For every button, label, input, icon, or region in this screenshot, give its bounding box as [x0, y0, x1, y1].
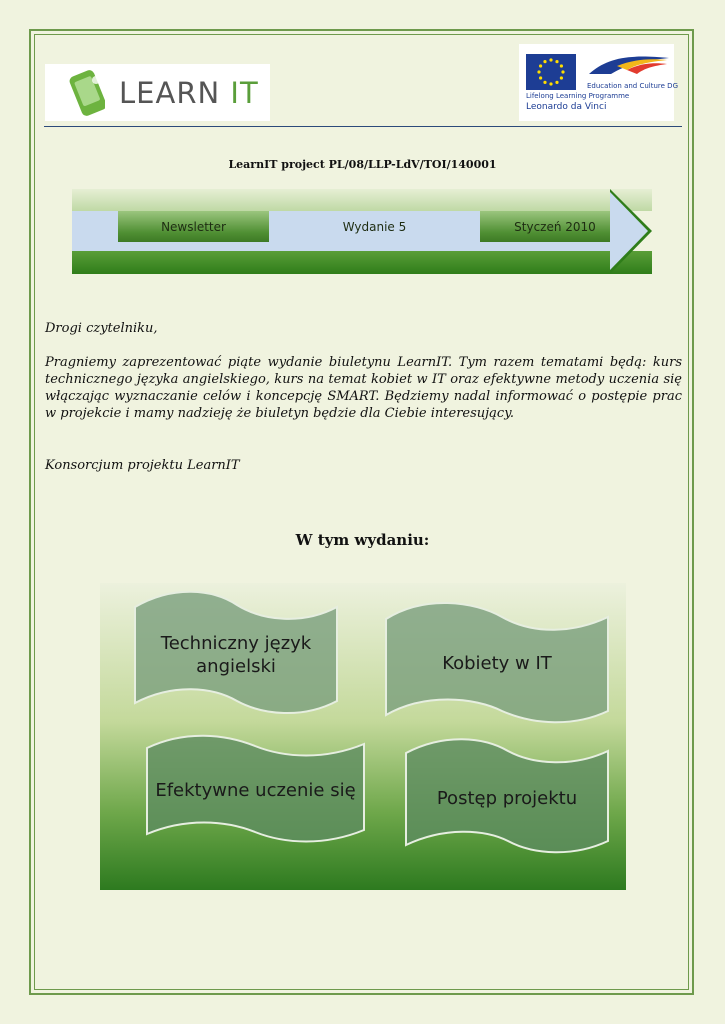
project-id: LearnIT project PL/08/LLP-LdV/TOI/140001	[228, 158, 497, 171]
learnit-logo	[45, 64, 270, 121]
signature: Konsorcjum projektu LearnIT	[45, 458, 240, 473]
issue-label: Wydanie 5	[342, 219, 407, 234]
llp-line2: Leonardo da Vinci	[526, 102, 607, 112]
intro-paragraph: Pragniemy zaprezentować piąte wydanie biuletynu LearnIT. Tym razem tematami będą: kurs technicznego języka angielskiego, kurs na temat kobiet w IT oraz efektywne metody uczenia się włączając wyznaczanie celów i koncepcję SMART. Będziemy nadal informować o postępie prac w projekcie i mamy nadzieję że biuletyn będzie dla Ciebie interesujący.	[45, 355, 682, 421]
learn-word: LEARN	[119, 75, 221, 110]
llp-swoosh-icon	[587, 52, 671, 78]
it-word: IT	[230, 75, 259, 110]
banner-bottom-strip	[72, 251, 652, 274]
newsletter-banner	[72, 189, 652, 274]
toc-item-label: Postęp projektu	[436, 787, 578, 809]
toc-item-women-in-it[interactable]	[384, 599, 610, 727]
eu-llp-logo	[519, 44, 678, 121]
toc-item-label: Kobiety w IT	[442, 652, 552, 674]
toc-item-label: Techniczny język angielski	[160, 633, 312, 677]
header-divider	[44, 126, 682, 127]
phone-icon	[67, 70, 105, 116]
llp-line1: Lifelong Learning Programme	[526, 92, 630, 100]
toc-item-technical-english[interactable]	[133, 591, 339, 719]
toc-item-project-progress[interactable]	[404, 737, 610, 859]
banner-top-strip	[72, 189, 652, 211]
newsletter-label: Newsletter	[118, 211, 269, 242]
greeting: Drogi czytelniku,	[45, 321, 158, 336]
date-label: Styczeń 2010	[480, 211, 630, 242]
banner-arrow-icon	[610, 189, 652, 274]
toc-box	[100, 583, 626, 890]
eac-label: Education and Culture DG	[587, 82, 678, 90]
eu-flag-icon	[526, 54, 576, 90]
toc-item-label: Efektywne uczenie się	[155, 779, 356, 801]
learnit-wordmark	[119, 76, 259, 110]
toc-item-effective-learning[interactable]	[145, 734, 366, 846]
toc-heading: W tym wydaniu:	[295, 531, 430, 549]
llp-label	[526, 92, 629, 112]
